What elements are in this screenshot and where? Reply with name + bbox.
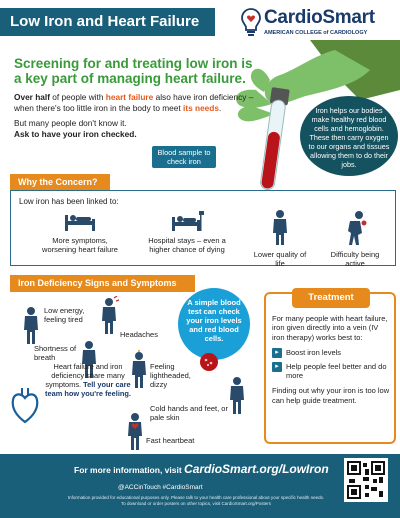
footer-url-link[interactable]: CardioSmart.org/LowIron xyxy=(184,462,329,476)
blood-sample-label: Blood sample to check iron xyxy=(152,146,216,168)
sign-breath: Shortness of breath xyxy=(34,344,77,362)
intro-cta-line1: But many people don't know it. xyxy=(14,118,127,128)
tired-person-icon xyxy=(270,209,290,247)
heart-symptoms-note xyxy=(38,362,138,452)
footer-fine-line1: Information provided for educational purposes only. Please talk to your health care professional about your specific health needs. xyxy=(67,495,325,500)
treatment-body xyxy=(272,314,392,405)
footer-fine-line2: To download or order posters on other topics, visit CardioSmart.org/Posters xyxy=(120,501,272,506)
footer-fine-print xyxy=(46,495,346,507)
tired-person-icon xyxy=(20,306,42,346)
cardiosmart-logo[interactable] xyxy=(238,5,398,41)
heart-note-bold: Tell your care team how you're feeling. xyxy=(45,380,131,398)
chevron-right-icon: ▸ xyxy=(272,348,282,358)
headache-person-icon xyxy=(98,296,120,336)
intro-highlight-needs: its needs xyxy=(183,102,219,113)
intro-text-3: . xyxy=(218,102,222,113)
treatment-item-text: Help people feel better and do more xyxy=(286,361,387,381)
footer-social[interactable]: @ACCinTouch #CardioSmart xyxy=(118,484,203,491)
intro-text-1: of people with xyxy=(49,92,106,102)
concern-item-text: Lower quality of life xyxy=(253,250,307,268)
sign-lightheaded: Feeling lightheaded, dizzy xyxy=(150,362,191,389)
sign-heartbeat: Fast heartbeat xyxy=(146,436,195,445)
lightbulb-heart-icon xyxy=(240,7,262,37)
treatment-list xyxy=(272,348,392,380)
footer-more-info-text: For more information, visit xyxy=(74,465,185,475)
intro-headline: Screening for and treating low iron is a key part of managing heart failure. xyxy=(14,56,253,86)
treatment-item-text: Boost iron levels xyxy=(286,348,342,358)
intro-highlight-heart-failure: heart failure xyxy=(105,92,154,102)
list-item xyxy=(272,362,392,381)
treatment-intro: For many people with heart failure, iron given directly into a vein (IV iron therapy) works best to: xyxy=(272,314,388,342)
intro-text-2: also have iron deficiency – when there's too little iron in the body to meet xyxy=(14,92,254,113)
concern-heading: Why the Concern? xyxy=(10,174,110,191)
intro-over-half: Over half xyxy=(14,92,50,102)
concern-lead: Low iron has been linked to: xyxy=(19,197,119,206)
treatment-footer: Finding out why your iron is too low can help guide treatment. xyxy=(272,386,390,405)
sign-low-energy: Low energy, feeling tired xyxy=(44,306,85,324)
concern-box xyxy=(10,190,396,266)
concern-item-text: Difficulty being active xyxy=(330,250,380,268)
struggling-person-icon xyxy=(342,209,368,247)
treatment-heading: Treatment xyxy=(292,288,370,308)
heart-note-text: Heart failure and iron deficiency share many symptoms. xyxy=(45,362,125,389)
sign-cold-hands: Cold hands and feet, or pale skin xyxy=(150,404,228,422)
chevron-right-icon: ▸ xyxy=(272,362,282,372)
blood-drop-icon xyxy=(198,352,220,372)
anatomical-heart-icon xyxy=(10,384,40,424)
list-item xyxy=(272,348,392,357)
footer-more-info xyxy=(74,462,329,476)
qr-code[interactable] xyxy=(344,458,388,502)
sign-headaches: Headaches xyxy=(120,330,158,339)
concern-item-text: Hospital stays – even a higher chance of dying xyxy=(148,236,226,254)
concern-item xyxy=(139,209,235,254)
concern-item xyxy=(323,209,387,268)
concern-item xyxy=(37,209,123,254)
iron-info-bubble: Iron helps our bodies make healthy red blood cells and hemoglobin. These then carry oxygen to our organs and tissues allowing them to do their jobs. xyxy=(300,96,398,176)
logo-subtitle: AMERICAN COLLEGE of CARDIOLOGY xyxy=(264,30,368,36)
qr-code-icon xyxy=(347,461,385,499)
intro-call-to-action xyxy=(14,118,254,139)
signs-heading: Iron Deficiency Signs and Symptoms xyxy=(10,275,195,292)
concern-item-text: More symptoms, worsening heart failure xyxy=(42,236,118,254)
person-in-bed-icon xyxy=(63,209,97,233)
page-title: Low Iron and Heart Failure xyxy=(0,8,215,36)
intro-paragraph xyxy=(14,92,254,113)
logo-name: CardioSmart xyxy=(264,7,375,28)
intro-cta-line2: Ask to have your iron checked. xyxy=(14,128,137,139)
hospital-bed-icon xyxy=(169,209,205,233)
blood-test-bubble: A simple blood test can check your iron levels and red blood cells. xyxy=(178,288,250,360)
concern-item xyxy=(249,209,311,268)
intro-section xyxy=(14,56,254,139)
